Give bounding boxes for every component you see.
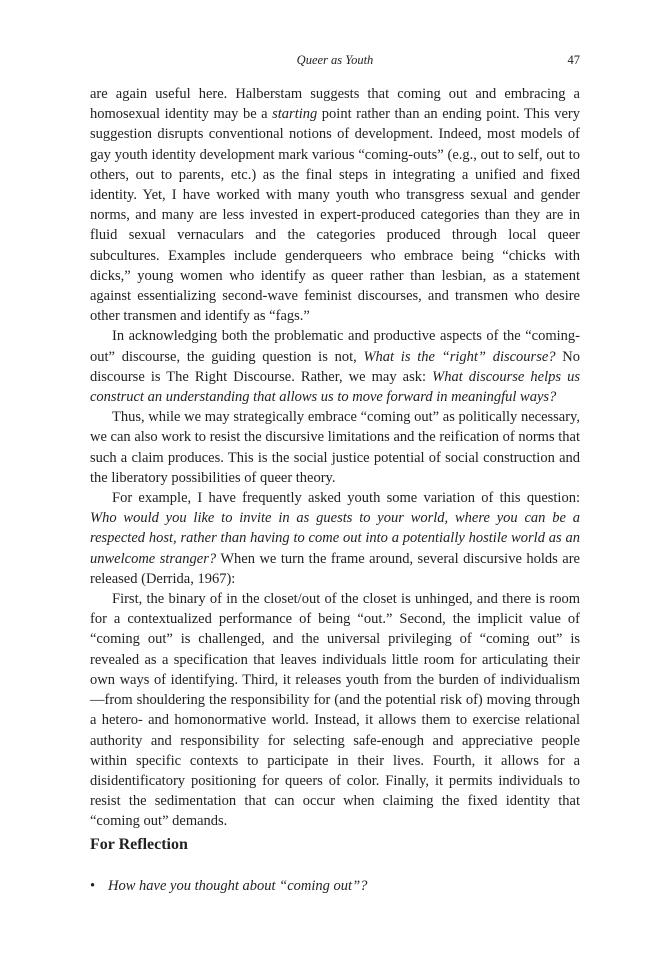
- text-run: are again useful here. Halberstam suggests that coming out and embracing a homosexual identity may be a: [90, 86, 580, 123]
- italic-text: starting: [272, 106, 318, 123]
- text-run: No discourse is The Right Discourse. Rather, we may ask:: [90, 348, 580, 385]
- text-run: For example, I have frequently asked youth some variation of this question:: [112, 490, 580, 507]
- text-run: point rather than an ending point. This very suggestion disrupts conventional notions of development. Indeed, most models of gay youth identity development mark various “coming-outs” (e.g., out to self, out to others, out to parents, etc.) as the final steps in integrating a unified and fixed identity. Yet, I have worked with many youth who transgress sexual and gender norms, and many are less invested in expert-produced categories than they are in fluid sexual vernaculars and the categories produced through local queer subcultures. Examples include genderqueers who embrace being “chicks with dicks,” young women who identify as queer rather than lesbian, as a statement against essentializing second-wave feminist discourses, and transmen who desire other transmen and identify as “fags.”: [90, 106, 580, 325]
- page-number: 47: [567, 53, 580, 67]
- reflection-list: [90, 878, 580, 895]
- italic-text: Who would you like to invite in as guests to your world, where you can be a respected host, rather than having to come out into a potentially hostile world as an unwelcome stranger?: [90, 510, 580, 567]
- running-title: Queer as Youth: [296, 53, 374, 67]
- list-item: [90, 878, 580, 895]
- section-heading: For Reflection: [90, 836, 188, 853]
- italic-text: What is the “right” discourse?: [363, 348, 556, 365]
- paragraph: [90, 488, 580, 589]
- text-run: First, the binary of in the closet/out of the closet is unhinged, and there is room for a contextualized performance of being “out.” Second, the implicit value of “coming out” is challenged, and the universal privileging of “coming out” is revealed as a specification that leaves individuals little room for articulating their own ways of identifying. Third, it releases youth from the burden of individualism—from shouldering the responsibility for (and the potential risk of) moving through a hetero- and homonormative world. Instead, it allows them to exercise relational authority and responsibility for selecting safe-enough and appreciative people within specific contexts to participate in their lives. Fourth, it allows for a disidentificatory positioning for queers of color. Finally, it permits individuals to resist the sedimentation that can occur when claiming the fixed identity that “coming out” demands.: [90, 591, 580, 830]
- body-text: [90, 84, 580, 832]
- text-run: In acknowledging both the problematic and productive aspects of the “coming-out” discourse, the guiding question is not,: [90, 328, 580, 365]
- paragraph: [90, 84, 580, 326]
- paragraph: [90, 589, 580, 831]
- text-run: When we turn the frame around, several discursive holds are released (Derrida, 1967):: [90, 550, 580, 587]
- paragraph: [90, 326, 580, 407]
- paragraph: [90, 407, 580, 488]
- italic-text: What discourse helps us construct an understanding that allows us to move forward in meaningful ways?: [90, 368, 581, 406]
- running-header: [90, 53, 580, 73]
- bullet-icon: •: [90, 878, 96, 894]
- list-item-text: How have you thought about “coming out”?: [108, 878, 368, 894]
- text-run: Thus, while we may strategically embrace “coming out” as politically necessary, we can also work to resist the discursive limitations and the reification of norms that such a claim produces. This is the social justice potential of social construction and the liberatory possibilities of queer theory.: [90, 409, 580, 486]
